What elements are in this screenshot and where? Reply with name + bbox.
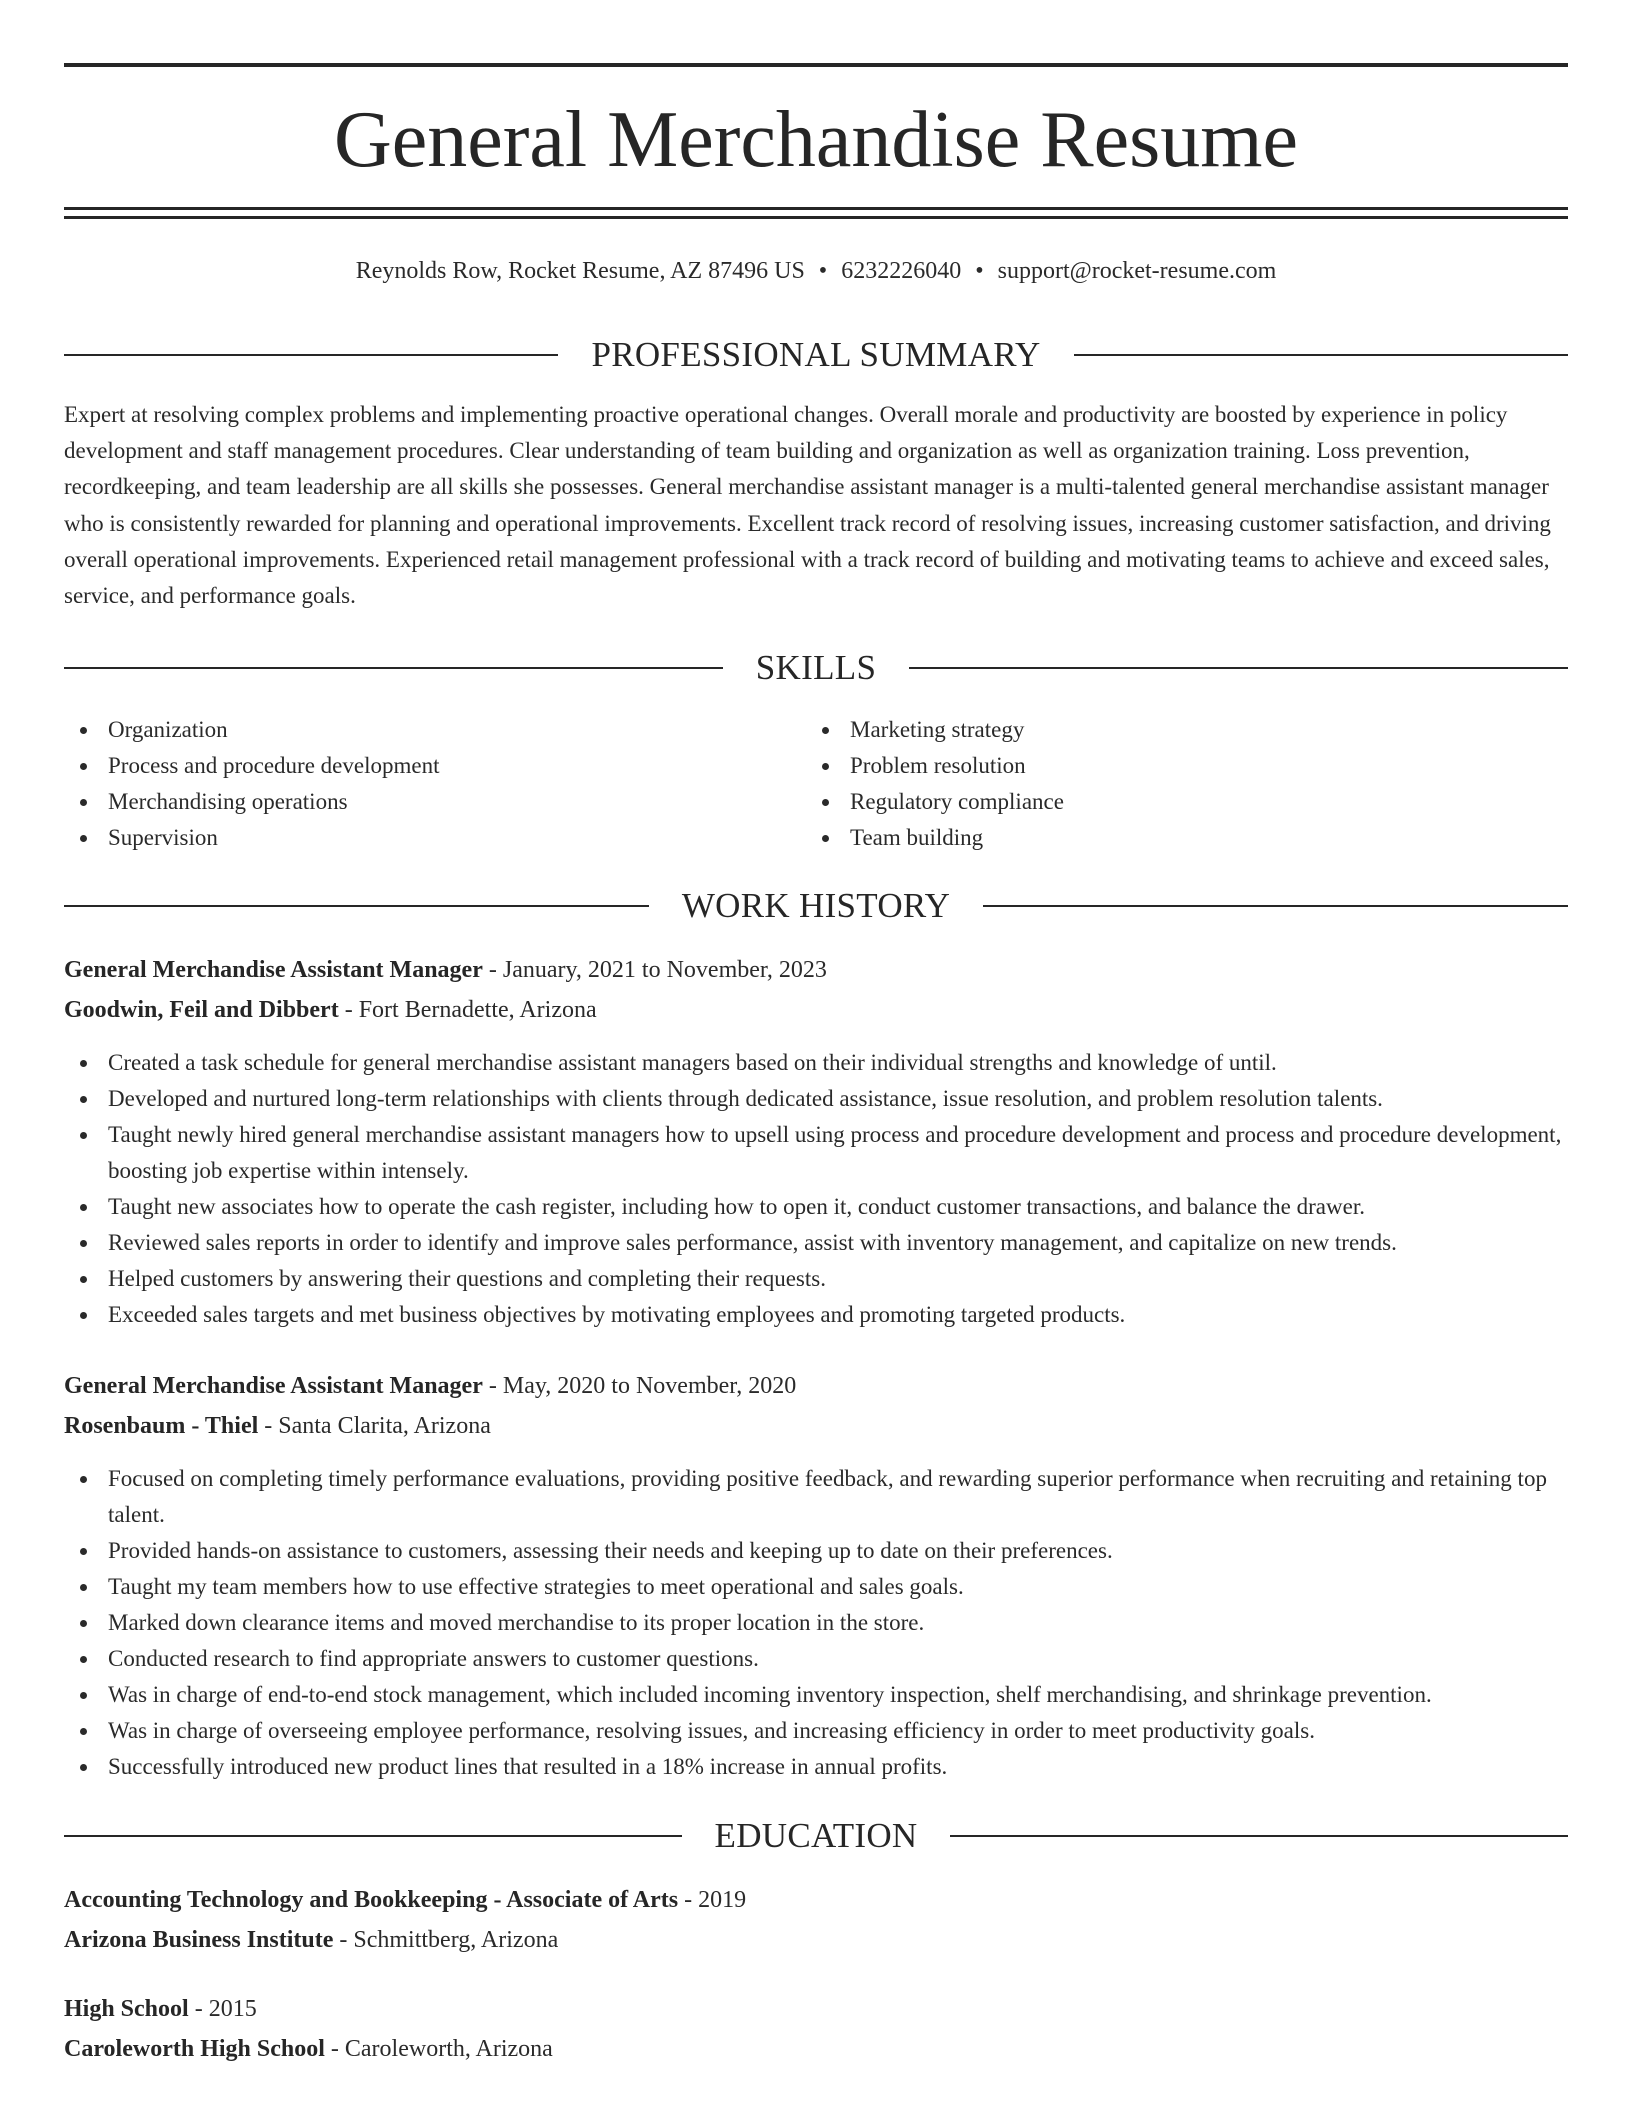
section-heading-education [64,1814,1568,1858]
title-double-rule [64,207,1568,219]
job-bullet: Taught my team members how to use effective strategies to meet operational and sales goals. [64,1569,1568,1605]
skill-item: Merchandising operations [64,784,806,820]
job-bullet: Created a task schedule for general merchandise assistant managers based on their individual strengths and knowledge of until. [64,1045,1568,1081]
section-title: EDUCATION [714,1816,918,1855]
job-title: General Merchandise Assistant Manager [64,957,483,983]
education-year: - 2019 [678,1887,747,1913]
section-heading-summary [64,333,1568,377]
education-degree: High School [64,1996,189,2022]
section-heading-skills [64,646,1568,690]
job-title: General Merchandise Assistant Manager [64,1373,483,1399]
skill-item: Regulatory compliance [806,784,1548,820]
education-school: Arizona Business Institute [64,1927,334,1953]
contact-separator: • [818,258,828,284]
job-bullet: Marked down clearance items and moved merchandise to its proper location in the store. [64,1605,1568,1641]
section-rule [64,905,649,907]
job-title-line [64,950,1568,990]
job-bullet: Helped customers by answering their questions and completing their requests. [64,1261,1568,1297]
education-school-line [64,1920,1568,1960]
section-title: SKILLS [755,648,877,687]
skill-item: Supervision [64,820,806,856]
section-rule [64,1835,682,1837]
job-bullet: Conducted research to find appropriate answers to customer questions. [64,1641,1568,1677]
section-rule [909,667,1568,669]
section-rule [1074,354,1568,356]
page-title: General Merchandise Resume [333,96,1299,184]
education-school-line [64,2029,1568,2069]
contact-phone: 6232226040 [841,258,962,284]
top-rule [64,63,1568,67]
job-bullet: Taught newly hired general merchandise assistant managers how to upsell using process and procedure development and process and procedure development, boosting job expertise within intensely. [64,1117,1568,1189]
section-heading-work-history [64,884,1568,928]
job-bullets [64,1045,1568,1333]
section-rule [950,1835,1568,1837]
job-location: - Santa Clarita, Arizona [258,1413,491,1439]
job-dates: - May, 2020 to November, 2020 [482,1373,797,1399]
job-title-line [64,1366,1568,1406]
skill-item: Team building [806,820,1548,856]
job-bullet: Was in charge of end-to-end stock management, which included incoming inventory inspection, shelf merchandising, and shrinkage prevention. [64,1677,1568,1713]
job-company: Goodwin, Feil and Dibbert [64,997,339,1023]
job-bullet: Successfully introduced new product lines that resulted in a 18% increase in annual profits. [64,1749,1568,1785]
contact-address: Reynolds Row, Rocket Resume, AZ 87496 US [355,258,805,284]
job-bullet: Taught new associates how to operate the cash register, including how to open it, conduct customer transactions, and balance the drawer. [64,1189,1568,1225]
skills-list [64,712,1568,856]
education-degree: Accounting Technology and Bookkeeping - Associate of Arts [64,1887,679,1913]
skill-item: Marketing strategy [806,712,1548,748]
job-bullet: Exceeded sales targets and met business objectives by motivating employees and promoting targeted products. [64,1297,1568,1333]
section-rule [64,354,558,356]
job-company-line [64,990,1568,1030]
education-location: - Caroleworth, Arizona [324,2036,553,2062]
contact-email: support@rocket-resume.com [997,258,1277,284]
education-degree-line [64,1989,1568,2029]
education-degree-line [64,1880,1568,1920]
job-location: - Fort Bernadette, Arizona [338,997,597,1023]
education-location: - Schmittberg, Arizona [333,1927,559,1953]
education-school: Caroleworth High School [64,2036,325,2062]
section-title: PROFESSIONAL SUMMARY [591,335,1041,374]
job-bullet: Focused on completing timely performance evaluations, providing positive feedback, and rewarding superior performance when recruiting and retaining top talent. [64,1461,1568,1533]
education-year: - 2015 [188,1996,257,2022]
job-bullets [64,1461,1568,1785]
summary-text: Expert at resolving complex problems and implementing proactive operational changes. Overall morale and productivity are boosted by experience in policy development and staff management procedures. Clear understanding of team building and organization as well as organization training. Loss prevention, recordkeeping, and team leadership are all skills she possesses. General merchandise assistant manager is a multi-talented general merchandise assistant manager who is consistently rewarded for planning and operational improvements. Excellent track record of resolving issues, increasing customer satisfaction, and driving overall operational improvements. Experienced retail management professional with a track record of building and motivating teams to achieve and exceed sales, service, and performance goals. [64,402,1551,609]
skill-item: Organization [64,712,806,748]
job-bullet: Developed and nurtured long-term relationships with clients through dedicated assistance, issue resolution, and problem resolution talents. [64,1081,1568,1117]
section-rule [983,905,1568,907]
job-company-line [64,1406,1568,1446]
job-bullet: Provided hands-on assistance to customers, assessing their needs and keeping up to date on their preferences. [64,1533,1568,1569]
skills-column-right [806,712,1548,856]
contact-line [64,254,1568,288]
job-company: Rosenbaum - Thiel [64,1413,259,1439]
skill-item: Process and procedure development [64,748,806,784]
job-bullet: Reviewed sales reports in order to identify and improve sales performance, assist with inventory management, and capitalize on new trends. [64,1225,1568,1261]
skills-column-left [64,712,806,856]
section-rule [64,667,723,669]
section-title: WORK HISTORY [681,886,951,925]
job-dates: - January, 2021 to November, 2023 [482,957,827,983]
skill-item: Problem resolution [806,748,1548,784]
contact-separator: • [975,258,984,284]
job-bullet: Was in charge of overseeing employee performance, resolving issues, and increasing efficiency in order to meet productivity goals. [64,1713,1568,1749]
